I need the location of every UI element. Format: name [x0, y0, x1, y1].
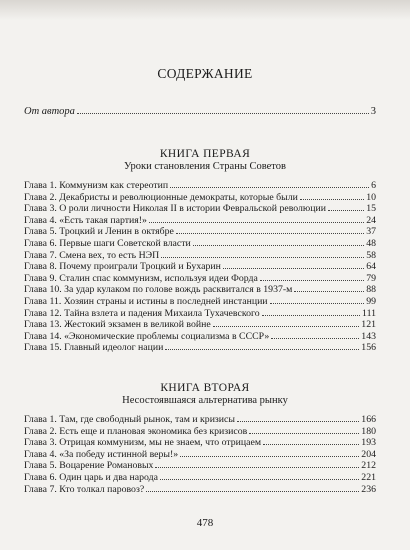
toc-entry-title: Глава 2. Есть еще и плановая экономика без кризисов — [24, 425, 248, 437]
toc-entry — [24, 296, 376, 308]
toc-entry-title: Глава 1. Коммунизм как стереотип — [24, 180, 169, 191]
toc-entry-page: 166 — [361, 414, 376, 425]
toc-entry-page: 3 — [370, 106, 376, 117]
toc-entry-page: 99 — [366, 295, 376, 307]
toc-entry-title: Глава 12. Тайна взлета и падения Михаила Тухачевского — [24, 307, 260, 319]
toc-entry-title: Глава 5. Воцарение Романовых — [24, 460, 154, 472]
toc-entry-title: Глава 6. Один царь и два народа — [24, 471, 158, 483]
toc-entry-title: Глава 10. За удар кулаком по голове вождь расквитался в 1937-м — [24, 284, 293, 296]
toc-entry-title: Глава 14. «Экономические проблемы социализма в СССР» — [24, 330, 270, 342]
toc-entry-title: Глава 7. Смена вех, то есть НЭП — [24, 249, 160, 261]
toc-entry-title: Глава 15. Главный идеолог нации — [24, 342, 164, 354]
toc-entry-title: Глава 7. Кто толкал паровоз? — [24, 483, 145, 495]
toc-entry — [24, 238, 376, 250]
toc-entry-title: Глава 8. Почему проиграли Троцкий и Бухарин — [24, 261, 221, 273]
toc-entry-title: Глава 13. Жестокий экзамен в великой войне — [24, 319, 211, 331]
dot-leader — [77, 113, 369, 114]
dot-leader — [223, 268, 364, 269]
dot-leader — [176, 233, 364, 234]
toc-entry — [24, 308, 376, 320]
dot-leader — [213, 326, 360, 327]
dot-leader — [263, 444, 359, 445]
toc-entry — [24, 460, 376, 472]
toc-entry — [24, 472, 376, 484]
toc-entry-page: 111 — [362, 307, 376, 319]
dot-leader — [165, 349, 359, 350]
toc-entry — [24, 426, 376, 438]
toc-entry-page: 48 — [366, 237, 376, 249]
toc-entry-page: 79 — [366, 272, 376, 284]
toc-entry — [24, 203, 376, 215]
contents-title: СОДЕРЖАНИЕ — [157, 66, 253, 81]
dot-leader — [249, 433, 359, 434]
toc-entry — [24, 180, 376, 192]
dot-leader — [170, 187, 369, 188]
dot-leader — [260, 280, 364, 281]
toc-entry-page: 204 — [361, 448, 376, 460]
toc-entry-page: 121 — [361, 319, 376, 331]
toc-entry-page: 58 — [366, 249, 376, 261]
dot-leader — [270, 303, 365, 304]
toc-entry — [24, 437, 376, 449]
toc-entry-page: 10 — [366, 191, 376, 203]
book2-subtitle: Несостоявшаяся альтернатива рынку — [122, 395, 288, 406]
toc-entry-page: 143 — [361, 330, 376, 342]
toc-entry-title: Глава 4. «Есть такая партия!» — [24, 214, 147, 226]
toc-entry — [24, 261, 376, 273]
toc-entry-page: 88 — [366, 284, 376, 296]
dot-leader — [160, 479, 359, 480]
book2-chapter-list — [24, 414, 376, 495]
toc-entry — [24, 215, 376, 227]
toc-entry-page: 193 — [361, 437, 376, 449]
toc-entry — [24, 319, 376, 331]
book1-chapter-list — [24, 180, 376, 354]
toc-entry-page: 180 — [361, 425, 376, 437]
toc-entry-page: 64 — [366, 261, 376, 273]
toc-entry — [24, 273, 376, 285]
toc-entry-page: 221 — [361, 471, 376, 483]
toc-entry-title: Глава 2. Декабристы и революционные демократы, которые были — [24, 191, 298, 203]
toc-entry — [24, 226, 376, 238]
toc-entry-page: 156 — [361, 342, 376, 354]
book1-subtitle: Уроки становления Страны Советов — [124, 161, 286, 172]
toc-entry — [24, 449, 376, 461]
book2-heading: КНИГА ВТОРАЯ — [160, 382, 250, 394]
toc-entry — [24, 284, 376, 296]
toc-entry-title: Глава 3. Отрицая коммунизм, мы не знаем, что отрицаем — [24, 437, 262, 449]
toc-entry — [24, 250, 376, 262]
toc-entry-page: 15 — [366, 203, 376, 215]
toc-entry-page: 212 — [361, 460, 376, 472]
dot-leader — [161, 257, 364, 258]
page-number: 478 — [196, 517, 214, 529]
dot-leader — [180, 456, 359, 457]
dot-leader — [294, 291, 364, 292]
toc-entry-title: Глава 5. Троцкий и Ленин в октябре — [24, 226, 174, 238]
toc-entry-title: От автора — [24, 106, 75, 117]
book1-heading: КНИГА ПЕРВАЯ — [159, 148, 251, 160]
toc-entry-title: Глава 6. Первые шаги Советской власти — [24, 237, 191, 249]
toc-entry-page: 24 — [366, 214, 376, 226]
dot-leader — [146, 491, 359, 492]
toc-entry-title: Глава 9. Сталин спас коммунизм, используя идеи Форда — [24, 272, 258, 284]
toc-entry — [24, 342, 376, 354]
dot-leader — [328, 210, 364, 211]
toc-entry-page: 236 — [361, 483, 376, 495]
toc-entry-title: Глава 3. О роли личности Николая II в истории Февральской революции — [24, 203, 326, 215]
toc-entry — [24, 414, 376, 426]
toc-entry — [24, 331, 376, 343]
toc-entry — [24, 484, 376, 496]
toc-entry — [24, 192, 376, 204]
dot-leader — [300, 199, 364, 200]
dot-leader — [262, 315, 360, 316]
toc-entry-title: Глава 1. Там, где свободный рынок, там и кризисы — [24, 414, 235, 425]
page-top-edge — [0, 0, 410, 20]
dot-leader — [193, 245, 364, 246]
toc-entry-title: Глава 4. «За победу истинной веры!» — [24, 448, 179, 460]
dot-leader — [155, 467, 359, 468]
dot-leader — [149, 222, 364, 223]
toc-entry-page: 37 — [366, 226, 376, 238]
dot-leader — [237, 421, 359, 422]
toc-entry-title: Глава 11. Хозяин страны и истины в последней инстанции — [24, 295, 268, 307]
dot-leader — [271, 338, 359, 339]
toc-entry-page: 6 — [371, 180, 376, 191]
toc-entry-author — [24, 106, 376, 117]
